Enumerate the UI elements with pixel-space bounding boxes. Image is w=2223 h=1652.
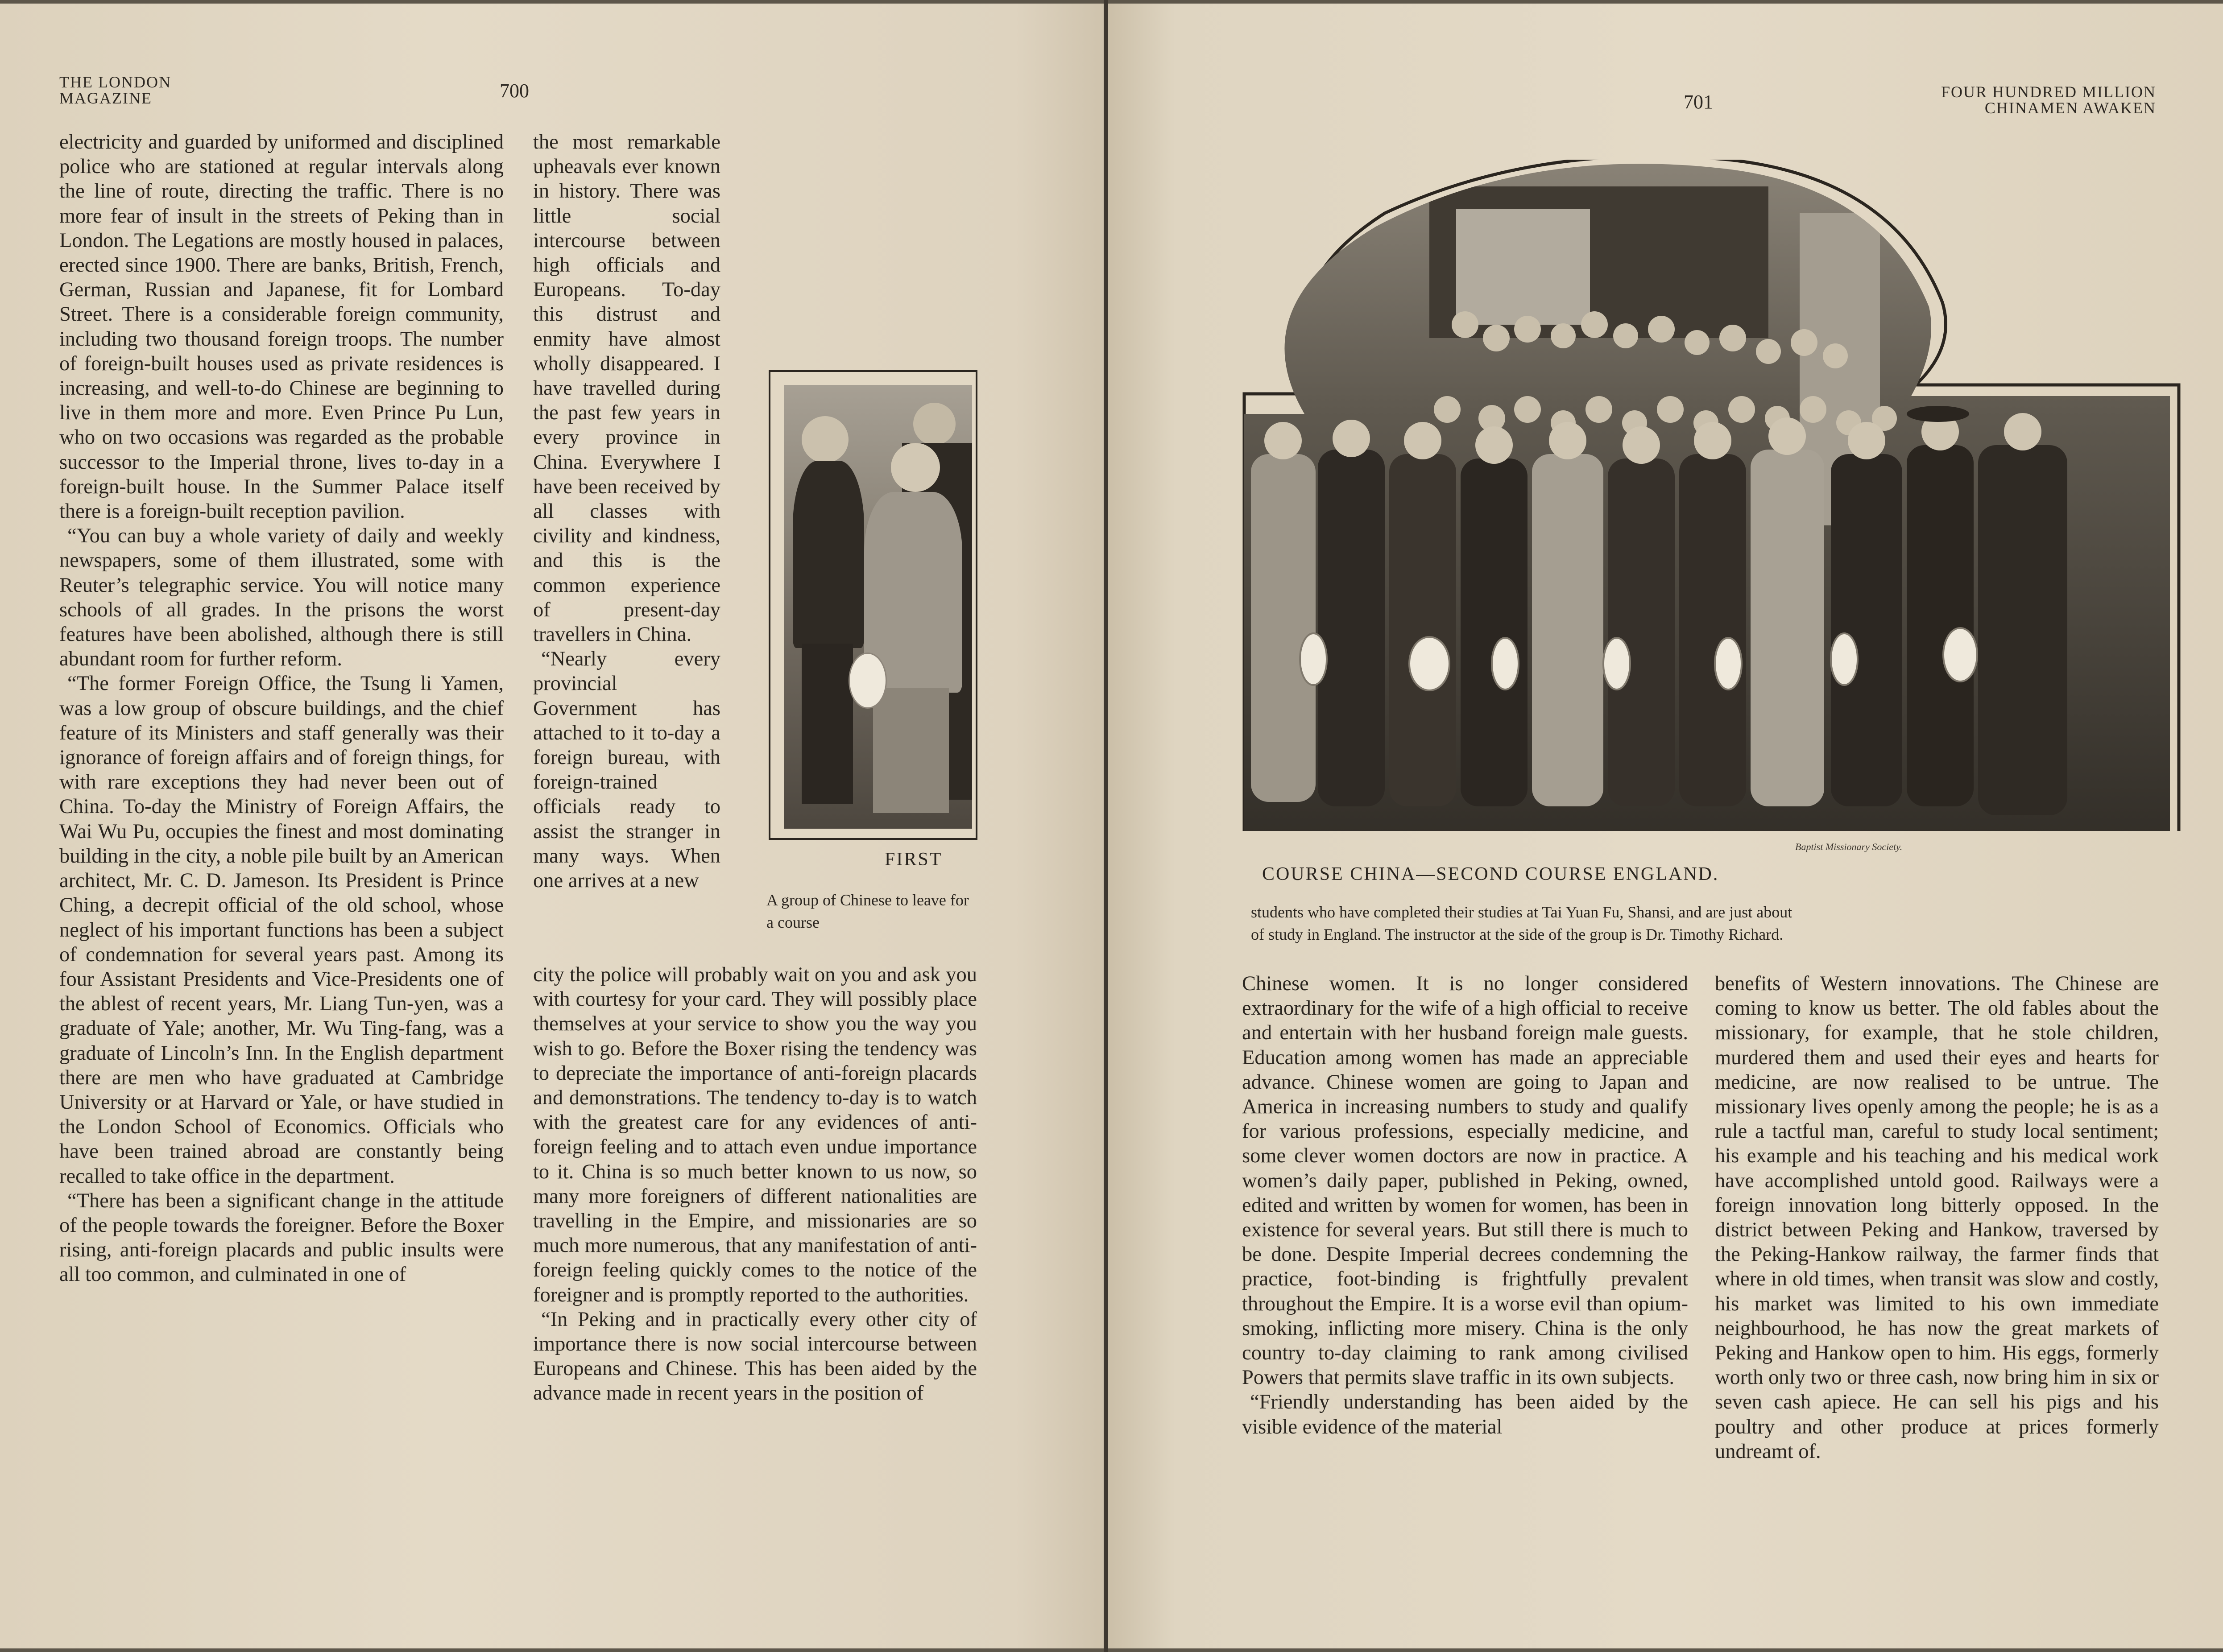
paragraph: the most remarkable upheavals ever known in history. There was little social intercourse between high officials and Europeans. To-day this distrust and enmity have almost wholly disappeared. I have travelled during the past few years in every province in China. Everywhere I have been received by all classes with civility and kindness, and this is the common experience of present-day travellers in China. (533, 131, 720, 646)
group-caption-line1: students who have completed their studies at Tai Yuan Fu, Shansi, and are just about (1251, 903, 1792, 921)
paragraph: “In Peking and in practically every other city of importance there is now social intercourse between Europeans and Chinese. This has been aided by the advance made in recent years in the position of (533, 1308, 977, 1405)
right-page (1108, 4, 2223, 1648)
group-caption-line2: of study in England. The instructor at the side of the group is Dr. Timothy Richard. (1251, 925, 1784, 943)
left-column-2-bottom (533, 962, 977, 1406)
group-photo (1242, 160, 2188, 873)
first-caption-word: FIRST (885, 849, 943, 870)
group-caption-title: COURSE CHINA—SECOND COURSE ENGLAND. (1262, 864, 1719, 884)
first-caption-text: A group of Chinese to leave for a course (766, 891, 969, 931)
paragraph: electricity and guarded by uniformed and disciplined police who are stationed at regular intervals along the line of route, directing the traffic. There is no more fear of insult in the streets of Peking than in London. The Legations are mostly housed in palaces, erected since 1900. There are banks, British, French, German, Russian and Japanese, fit for Lombard Street. There is a considerable foreign community, including two thousand foreign troops. The number of foreign-built houses used as private residences is increasing, and well-to-do Chinese are beginning to live in them more and more. Even Prince Pu Lun, who on two occasions was regarded as the probable successor to the Imperial throne, lives to-day in a foreign-built house. In the Summer Palace itself there is a foreign-built reception pavilion. (59, 131, 504, 523)
photo-credit: Baptist Missionary Society. (1795, 841, 1903, 852)
paragraph: benefits of Western innovations. The Chinese are coming to know us better. The old fables about the missionary, for example, that he stole children, murdered them and used their eyes and hearts for medicine, are now realised to be untrue. The missionary lives openly among the people; he is as a rule a tactful man, careful to study local sentiment; his example and his teaching and his medical work have accomplished untold good. Railways were a foreign innovation long bitterly opposed. In the district between Peking and Hankow, traversed by the Peking-Hankow railway, the farmer finds that where in old times, when transit was slow and costly, his market was limited to his own immediate neighbourhood, he has now the great markets of Peking and Hankow open to him. His eggs, formerly worth only two or three cash, now bring him in six or seven cash apiece. He can sell his pigs and his poultry and other produce at prices formerly undreamt of. (1715, 972, 2159, 1463)
paragraph: “Nearly every provincial Government has attached to it to-day a foreign bureau, with foreign-trained officials ready to assist the stranger in many ways. When one arrives at a new (533, 648, 720, 892)
left-column-1 (59, 130, 504, 1287)
running-head-left (59, 74, 171, 106)
right-column-2 (1715, 971, 2159, 1464)
right-column-1 (1242, 971, 1688, 1439)
left-page (0, 4, 1104, 1648)
paragraph: city the police will probably wait on you and ask you with courtesy for your card. They will possibly place themselves at your service to show you the way you wish to go. Before the Boxer rising the tendency was to depreciate the importance of anti-foreign placards and demonstrations. The tendency to-day is to watch with the greatest care for any evidences of anti-foreign feeling and to attach even undue importance to it. China is so much better known to us now, so many more foreigners of different nationalities are travelling in the Empire, and missionaries are so much more numerous, that any manifestation of anti-foreign feeling quickly comes to the notice of the foreigner and is promptly reported to the authorities. (533, 963, 977, 1306)
running-head-left-line2: MAGAZINE (59, 89, 152, 107)
page-number-right: 701 (1684, 91, 1713, 113)
paragraph: Chinese women. It is no longer considered extraordinary for the wife of a high official to receive and entertain with her husband foreign male guests. Education among women has made an appreciable advance. Chinese women are going to Japan and America in increasing numbers to study and qualify for various professions, especially medicine, and some clever women doctors are now in practice. A women’s daily paper, published in Peking, owned, edited and written by women for women, has been in existence for several years. But still there is much to be done. Despite Imperial decrees condemning the practice, foot-binding is frightfully prevalent throughout the Empire. It is a worse evil than opium-smoking, inflicting more misery. China is the only country to-day claiming to rank among civilised Powers that permits slave traffic in its own subjects. (1242, 972, 1688, 1389)
running-head-right (1941, 84, 2156, 116)
book-gutter (1104, 0, 1108, 1652)
running-head-left-line1: THE LONDON (59, 73, 171, 91)
first-course-photo (784, 385, 972, 829)
paragraph: “The former Foreign Office, the Tsung li Yamen, was a low group of obscure buildings, and the chief feature of its Ministers and staff generally was their ignorance of foreign affairs and of foreign things, for with rare exceptions they had never been out of China. To-day the Ministry of Foreign Affairs, the Wai Wu Pu, occupies the finest and most dominating building in the city, a noble pile built by an American architect, Mr. C. D. Jameson. Its President is Prince Ching, a decrepit official of the old school, whose neglect of his important functions has been a subject of condemnation for several years past. Among its four Assistant Presidents and Vice-Presidents one of the ablest of recent years, Mr. Liang Tun-yen, was a graduate of Yale; another, Mr. Wu Ting-fang, was a graduate of Lincoln’s Inn. In the English department there are men who have graduated at Cambridge University or at Harvard or Yale, or have studied in the London School of Economics. Officials who have been trained abroad are constantly being recalled to take office in the department. (59, 672, 504, 1188)
page-number-left: 700 (500, 80, 529, 102)
left-column-2-top (533, 130, 720, 893)
running-head-right-line2: CHINAMEN AWAKEN (1984, 99, 2156, 117)
running-head-right-line1: FOUR HUNDRED MILLION (1941, 83, 2156, 101)
paragraph: “You can buy a whole variety of daily and weekly newspapers, some of them illustrated, some with Reuter’s telegraphic service. You will notice many schools of all grades. In the prisons the worst features have been abolished, although there is still abundant room for further reform. (59, 525, 504, 671)
paragraph: “There has been a significant change in the attitude of the people towards the foreigner. Before the Boxer rising, anti-foreign placards and public insults were all too common, and culminated in one of (59, 1189, 504, 1286)
paragraph: “Friendly understanding has been aided by the visible evidence of the material (1242, 1391, 1688, 1438)
